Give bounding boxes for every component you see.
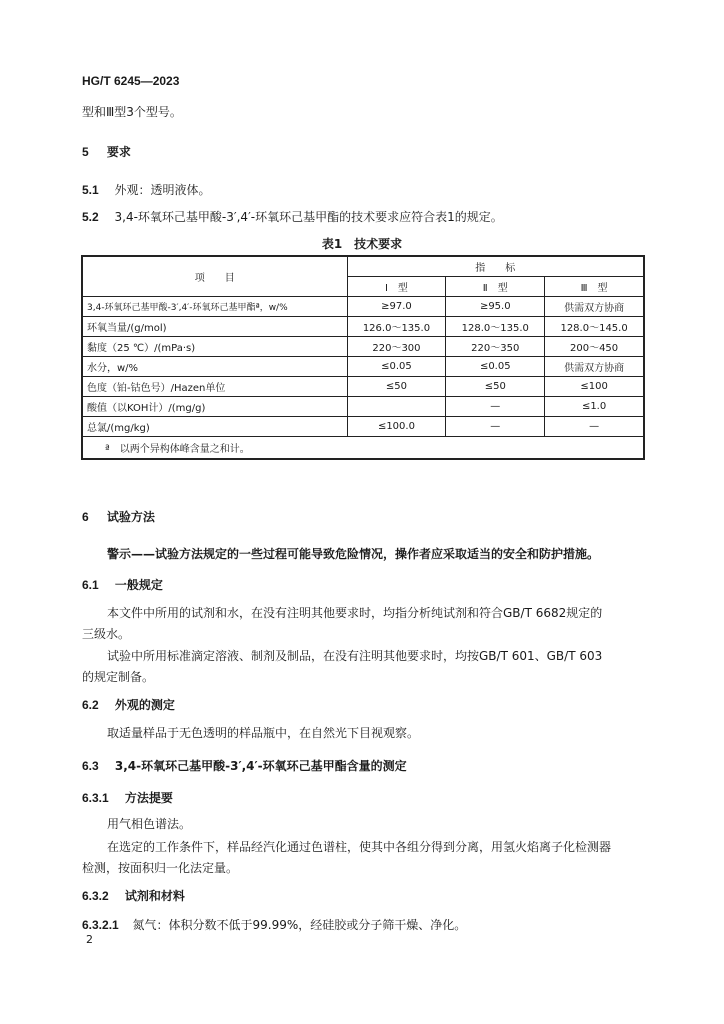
- col-indicator-header: 指 标: [347, 257, 643, 277]
- clause-5-1-text: 外观：透明液体。: [114, 183, 211, 197]
- table-row: [83, 337, 644, 357]
- clause-6-3-2-title: 试剂和材料: [124, 889, 185, 903]
- table-row: [83, 417, 644, 437]
- row-item: 色度（铂-钴色号）/Hazen单位: [83, 377, 348, 397]
- row-value-1: 220～300: [347, 337, 446, 357]
- row-value-2: 128.0～135.0: [446, 317, 545, 337]
- clause-6-3-2-heading: [82, 887, 185, 904]
- clause-6-1-heading: [82, 576, 163, 593]
- clause-6-3-1-para-2-line-2: 检测，按面积归一化法定量。: [82, 861, 239, 875]
- row-value-1: [347, 397, 446, 417]
- row-value-3: 128.0～145.0: [545, 317, 644, 337]
- clause-5-2-number: 5.2: [82, 210, 99, 224]
- table-header-row: [83, 257, 644, 277]
- row-item: 总氯/(mg/kg): [83, 417, 348, 437]
- table-caption: 表1 技术要求: [321, 237, 403, 251]
- row-value-1: ≥97.0: [347, 297, 446, 317]
- safety-warning: 警示——试验方法规定的一些过程可能导致危险情况，操作者应采取适当的安全和防护措施。: [107, 547, 600, 561]
- section-6-number: 6: [82, 510, 89, 524]
- row-value-2: 220～350: [446, 337, 545, 357]
- row-value-3: 供需双方协商: [545, 357, 644, 377]
- row-value-1: 126.0～135.0: [347, 317, 446, 337]
- clause-5-2: [82, 208, 503, 225]
- row-item: 黏度（25 ℃）/(mPa·s): [83, 337, 348, 357]
- type-3-header: Ⅲ 型: [545, 277, 644, 297]
- standard-number: HG/T 6245—2023: [82, 74, 180, 88]
- table-row: [83, 317, 644, 337]
- clause-5-1: [82, 181, 211, 198]
- clause-6-1-number: 6.1: [82, 578, 99, 592]
- col-item-header: 项 目: [83, 257, 348, 297]
- clause-6-3-2-1: [82, 916, 466, 933]
- clause-6-3-2-number: 6.3.2: [82, 889, 109, 903]
- row-item: 酸值（以KOH计）/(mg/g): [83, 397, 348, 417]
- clause-6-1-para-2-line-2: 的规定制备。: [82, 670, 155, 684]
- row-value-2: —: [446, 417, 545, 437]
- row-item: 水分，w/%: [83, 357, 348, 377]
- row-value-2: —: [446, 397, 545, 417]
- spec-table: [82, 256, 644, 459]
- clause-6-2-number: 6.2: [82, 698, 99, 712]
- row-value-2: ≤50: [446, 377, 545, 397]
- row-value-3: 200～450: [545, 337, 644, 357]
- clause-6-2-title: 外观的测定: [114, 698, 175, 712]
- clause-6-1-para-2-line-1: 试验中所用标准滴定溶液、制剂及制品，在没有注明其他要求时，均按GB/T 601、GB/T 603: [107, 649, 603, 663]
- type-1-header: Ⅰ 型: [347, 277, 446, 297]
- row-value-1: ≤50: [347, 377, 446, 397]
- clause-5-1-number: 5.1: [82, 183, 99, 197]
- clause-5-2-text: 3,4-环氧环己基甲酸-3′,4′-环氧环己基甲酯的技术要求应符合表1的规定。: [114, 210, 503, 224]
- clause-6-2-text: 取适量样品于无色透明的样品瓶中，在自然光下目视观察。: [107, 726, 420, 740]
- intro-line: 型和Ⅲ型3个型号。: [82, 105, 182, 119]
- clause-6-1-para-1-line-1: 本文件中所用的试剂和水，在没有注明其他要求时，均指分析纯试剂和符合GB/T 6682规定的: [107, 606, 603, 620]
- section-6-heading: [82, 508, 155, 525]
- clause-6-1-title: 一般规定: [114, 578, 163, 592]
- clause-6-3-1-para-2-line-1: 在选定的工作条件下，样品经汽化通过色谱柱，使其中各组分得到分离，用氢火焰离子化检测器: [107, 840, 612, 854]
- row-value-3: ≤100: [545, 377, 644, 397]
- section-5-title: 要求: [106, 145, 131, 159]
- row-item: 环氧当量/(g/mol): [83, 317, 348, 337]
- table-row: [83, 357, 644, 377]
- row-value-2: ≥95.0: [446, 297, 545, 317]
- table-footnote-row: [83, 437, 644, 459]
- clause-6-3-1-para-1: 用气相色谱法。: [107, 817, 192, 831]
- clause-6-3-1-heading: [82, 789, 173, 806]
- table-footnote: ª 以两个异构体峰含量之和计。: [83, 437, 644, 459]
- row-value-3: ≤1.0: [545, 397, 644, 417]
- row-item: 3,4-环氧环己基甲酸-3′,4′-环氧环己基甲酯ª，w/%: [83, 297, 348, 317]
- clause-6-1-para-1-line-2: 三级水。: [82, 627, 131, 641]
- clause-6-3-1-number: 6.3.1: [82, 791, 109, 805]
- clause-6-3-2-1-text: 氮气：体积分数不低于99.99%，经硅胶或分子筛干燥、净化。: [132, 918, 467, 932]
- clause-6-3-heading: [82, 757, 407, 774]
- row-value-2: ≤0.05: [446, 357, 545, 377]
- clause-6-3-2-1-number: 6.3.2.1: [82, 918, 119, 932]
- clause-6-3-number: 6.3: [82, 759, 99, 773]
- section-5-heading: [82, 143, 131, 160]
- row-value-3: —: [545, 417, 644, 437]
- section-5-number: 5: [82, 145, 89, 159]
- clause-6-3-1-title: 方法提要: [124, 791, 173, 805]
- page-number: 2: [86, 933, 93, 946]
- section-6-title: 试验方法: [106, 510, 155, 524]
- row-value-1: ≤100.0: [347, 417, 446, 437]
- row-value-1: ≤0.05: [347, 357, 446, 377]
- table-row: [83, 397, 644, 417]
- row-value-3: 供需双方协商: [545, 297, 644, 317]
- table-row: [83, 297, 644, 317]
- type-2-header: Ⅱ 型: [446, 277, 545, 297]
- clause-6-2-heading: [82, 696, 175, 713]
- table-row: [83, 377, 644, 397]
- clause-6-3-title: 3,4-环氧环己基甲酸-3′,4′-环氧环己基甲酯含量的测定: [114, 759, 407, 773]
